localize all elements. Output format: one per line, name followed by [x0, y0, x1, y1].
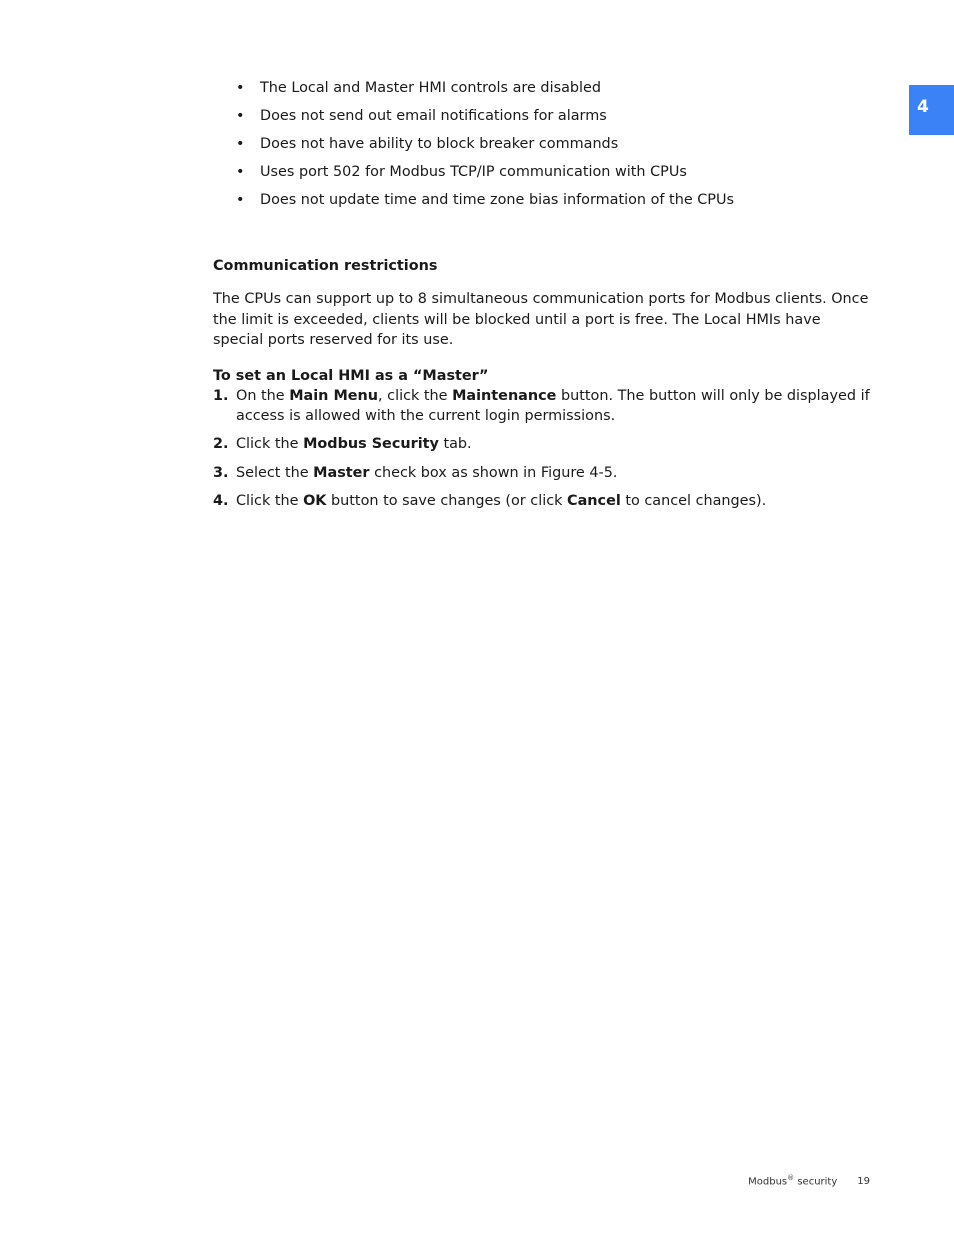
- page-number: 19: [857, 1176, 870, 1188]
- ui-term-cancel: Cancel: [567, 493, 621, 510]
- chapter-tab: [909, 85, 954, 135]
- procedure-steps: [213, 386, 873, 512]
- step-number: 4.: [213, 493, 229, 510]
- step-text: button. The button will only be displayed if access is allowed with the current login permissions.: [236, 387, 870, 425]
- step-number: 1.: [213, 387, 229, 404]
- ui-term-master: Master: [313, 464, 370, 481]
- bullet-icon: •: [236, 164, 245, 180]
- ui-term-main-menu: Main Menu: [289, 387, 379, 404]
- page-content: [213, 78, 873, 520]
- step-text: Click the: [236, 436, 304, 453]
- bullet-icon: •: [236, 80, 245, 96]
- footer-section-name: Modbus: [748, 1176, 788, 1188]
- step-text: On the: [236, 387, 290, 404]
- step-text: button to save changes (or click: [326, 493, 568, 510]
- bullet-icon: •: [236, 192, 245, 208]
- list-item: [213, 78, 873, 98]
- step-text: check box as shown in Figure 4-5.: [369, 464, 618, 481]
- registered-mark: ®: [787, 1174, 795, 1182]
- step-item: [213, 463, 873, 483]
- ui-term-modbus-security: Modbus Security: [303, 436, 439, 453]
- bullet-icon: •: [236, 108, 245, 124]
- feature-bullet-list: [213, 78, 873, 210]
- bullet-text: Does not update time and time zone bias information of the CPUs: [260, 192, 735, 208]
- bullet-icon: •: [236, 136, 245, 152]
- list-item: [213, 190, 873, 210]
- step-item: [213, 434, 873, 454]
- step-text: tab.: [438, 436, 472, 453]
- procedure-title: To set an Local HMI as a “Master”: [213, 367, 489, 384]
- footer-section-suffix: security: [794, 1176, 838, 1188]
- section-heading: Communication restrictions: [213, 258, 438, 275]
- section-paragraph: The CPUs can support up to 8 simultaneous communication ports for Modbus clients. Once the limit is exceeded, clients will be blocked until a port is free. The Local HMIs have special ports reserved for its use.: [213, 291, 869, 349]
- step-text: , click the: [378, 387, 453, 404]
- page-footer: [700, 1174, 870, 1187]
- bullet-text: Does not have ability to block breaker commands: [260, 136, 619, 152]
- step-item: [213, 386, 873, 427]
- step-text: Click the: [236, 493, 304, 510]
- ui-term-maintenance: Maintenance: [452, 387, 557, 404]
- list-item: [213, 106, 873, 126]
- chapter-number: 4: [917, 97, 929, 117]
- bullet-text: Uses port 502 for Modbus TCP/IP communication with CPUs: [260, 164, 687, 180]
- step-item: [213, 491, 873, 511]
- step-text: Select the: [236, 464, 314, 481]
- bullet-text: Does not send out email notifications for alarms: [260, 108, 607, 124]
- ui-term-ok: OK: [303, 493, 327, 510]
- step-number: 3.: [213, 464, 229, 481]
- bullet-text: The Local and Master HMI controls are disabled: [260, 80, 602, 96]
- step-text: to cancel changes).: [620, 493, 767, 510]
- list-item: [213, 134, 873, 154]
- list-item: [213, 162, 873, 182]
- step-number: 2.: [213, 436, 229, 453]
